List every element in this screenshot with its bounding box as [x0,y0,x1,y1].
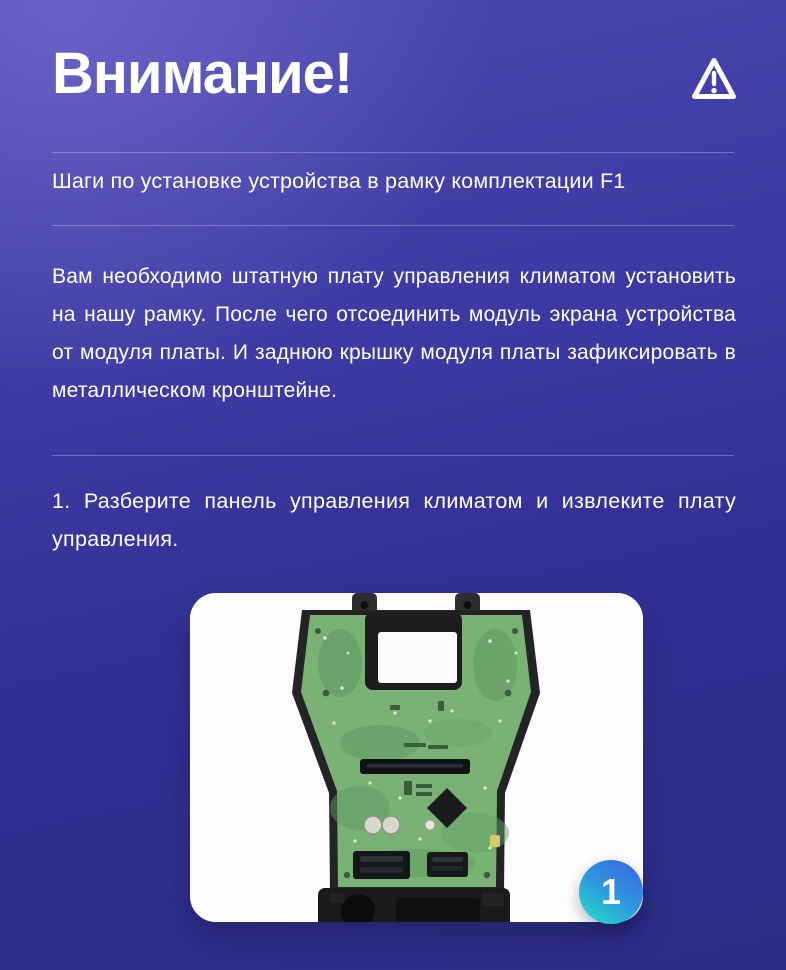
separator [52,455,734,456]
separator [52,225,734,226]
step-number: 1 [600,871,622,912]
separator [52,152,734,153]
circuit-board-photo [190,593,643,922]
intro-paragraph: Вам необходимо штатную плату управления климатом установить на нашу рамку. После чего отсоединить модуль экрана устройства от модуля платы. И заднюю крышку модуля платы зафиксировать в металлическом кронштейне. [52,265,736,402]
subtitle: Шаги по установке устройства в рамку комплектации F1 [52,169,626,193]
warning-triangle-icon [690,56,738,103]
step-number-badge [579,860,643,924]
step-1-photo-card [190,593,643,922]
step-1-text: 1. Разберите панель управления климатом и извлеките плату управления. [52,489,736,551]
page-title: Внимание! [52,41,353,106]
